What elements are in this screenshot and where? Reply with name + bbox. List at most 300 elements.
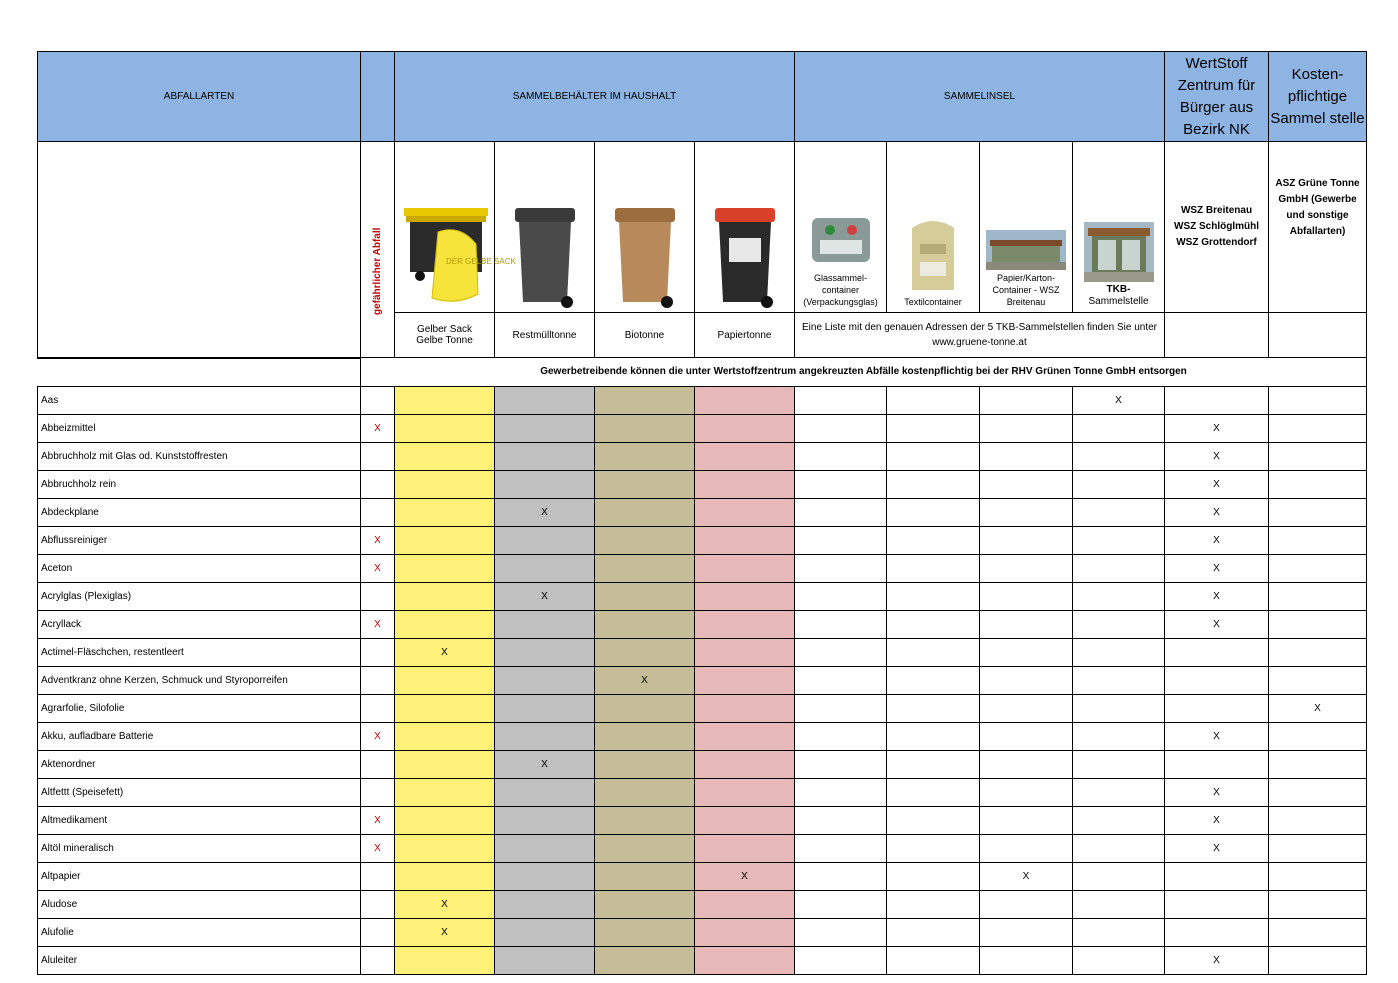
- mark-cell: [495, 918, 595, 946]
- mark-cell: [1165, 638, 1269, 666]
- waste-rows: [38, 386, 1367, 974]
- biotonne-image: [595, 142, 695, 313]
- table-row: [38, 414, 1367, 442]
- mark-cell: [980, 582, 1073, 610]
- table-row: [38, 946, 1367, 974]
- table-row: [38, 386, 1367, 414]
- label-biotonne: Biotonne: [595, 313, 695, 358]
- mark-cell: [695, 582, 795, 610]
- mark-cell: [695, 414, 795, 442]
- mark-cell: [495, 442, 595, 470]
- waste-name: Aktenordner: [38, 750, 361, 778]
- tkb-caption: [1073, 282, 1164, 312]
- label-wsz-blank: [1165, 313, 1269, 358]
- mark-cell: [980, 498, 1073, 526]
- waste-name: Actimel-Fläschchen, restentleert: [38, 638, 361, 666]
- mark-cell: [1269, 834, 1367, 862]
- mark-cell: X: [1165, 582, 1269, 610]
- mark-cell: X: [495, 498, 595, 526]
- waste-name: Acryllack: [38, 610, 361, 638]
- header-kosten: Kosten-pflichtige Sammel stelle: [1269, 52, 1367, 142]
- mark-cell: [1269, 442, 1367, 470]
- mark-cell: [495, 554, 595, 582]
- mark-cell: X: [361, 414, 395, 442]
- table-row: [38, 694, 1367, 722]
- mark-cell: [595, 414, 695, 442]
- waste-name: Aceton: [38, 554, 361, 582]
- table-row: [38, 918, 1367, 946]
- mark-cell: [695, 666, 795, 694]
- mark-cell: [361, 862, 395, 890]
- mark-cell: [1269, 554, 1367, 582]
- label-gelber-sack-line1: Gelber Sack: [416, 324, 473, 335]
- mark-cell: X: [361, 610, 395, 638]
- mark-cell: [361, 582, 395, 610]
- mark-cell: [1269, 470, 1367, 498]
- mark-cell: [361, 442, 395, 470]
- mark-cell: [795, 638, 887, 666]
- glascontainer-caption: Glassammel-container (Verpackungsglas): [803, 273, 878, 307]
- waste-name: Altöl mineralisch: [38, 834, 361, 862]
- mark-cell: [495, 890, 595, 918]
- mark-cell: X: [1165, 498, 1269, 526]
- mark-cell: [1073, 834, 1165, 862]
- mark-cell: [1073, 414, 1165, 442]
- mark-cell: X: [395, 638, 495, 666]
- mark-cell: [595, 722, 695, 750]
- mark-cell: [695, 442, 795, 470]
- mark-cell: [395, 946, 495, 974]
- mark-cell: [887, 722, 980, 750]
- mark-cell: [1073, 526, 1165, 554]
- mark-cell: [1073, 694, 1165, 722]
- mark-cell: [980, 806, 1073, 834]
- mark-cell: [395, 386, 495, 414]
- mark-cell: [495, 834, 595, 862]
- mark-cell: [1073, 890, 1165, 918]
- waste-table: [37, 51, 1367, 975]
- mark-cell: [887, 918, 980, 946]
- mark-cell: X: [395, 918, 495, 946]
- mark-cell: X: [1165, 414, 1269, 442]
- mark-cell: [1165, 694, 1269, 722]
- mark-cell: [395, 666, 495, 694]
- tkb-address-note: Eine Liste mit den genauen Adressen der 5 TKB-Sammelstellen finden Sie unter www.gruene-tonne.at: [795, 313, 1165, 358]
- mark-cell: [980, 526, 1073, 554]
- mark-cell: [595, 582, 695, 610]
- mark-cell: [595, 386, 695, 414]
- mark-cell: [1073, 470, 1165, 498]
- sack-text: DER GELBE SACK: [445, 257, 516, 266]
- mark-cell: [595, 834, 695, 862]
- mark-cell: [1165, 862, 1269, 890]
- mark-cell: [495, 666, 595, 694]
- mark-cell: [1073, 722, 1165, 750]
- mark-cell: [795, 582, 887, 610]
- mark-cell: [795, 666, 887, 694]
- mark-cell: [495, 694, 595, 722]
- mark-cell: [361, 750, 395, 778]
- mark-cell: [495, 722, 595, 750]
- mark-cell: X: [361, 526, 395, 554]
- mark-cell: [495, 946, 595, 974]
- mark-cell: [980, 470, 1073, 498]
- mark-cell: [1073, 946, 1165, 974]
- waste-name: Aludose: [38, 890, 361, 918]
- mark-cell: [361, 890, 395, 918]
- hazard-column-header: [361, 142, 395, 358]
- mark-cell: [361, 386, 395, 414]
- header-wertstoff: WertStoff Zentrum für Bürger aus Bezirk NK: [1165, 52, 1269, 142]
- mark-cell: [695, 750, 795, 778]
- mark-cell: [495, 386, 595, 414]
- waste-name: Abflussreiniger: [38, 526, 361, 554]
- header-sammelinsel: SAMMELINSEL: [795, 52, 1165, 142]
- table-row: [38, 834, 1367, 862]
- mark-cell: [595, 806, 695, 834]
- mark-cell: [887, 778, 980, 806]
- mark-cell: [495, 414, 595, 442]
- table-row: [38, 554, 1367, 582]
- mark-cell: [1269, 414, 1367, 442]
- mark-cell: [1269, 526, 1367, 554]
- mark-cell: [1073, 918, 1165, 946]
- mark-cell: [395, 498, 495, 526]
- mark-cell: [695, 498, 795, 526]
- mark-cell: [795, 610, 887, 638]
- mark-cell: [695, 526, 795, 554]
- mark-cell: [887, 442, 980, 470]
- mark-cell: [795, 946, 887, 974]
- note-blank: [38, 358, 361, 387]
- mark-cell: [795, 470, 887, 498]
- mark-cell: [395, 806, 495, 834]
- wsz-list: [1165, 142, 1269, 313]
- gelber-sack-image: [395, 142, 516, 313]
- mark-cell: [1073, 778, 1165, 806]
- mark-cell: [887, 386, 980, 414]
- mark-cell: [695, 470, 795, 498]
- mark-cell: X: [361, 722, 395, 750]
- mark-cell: [795, 834, 887, 862]
- mark-cell: [595, 442, 695, 470]
- mark-cell: [1269, 638, 1367, 666]
- mark-cell: [595, 918, 695, 946]
- mark-cell: [695, 638, 795, 666]
- textilcontainer-caption: Textilcontainer: [904, 297, 962, 307]
- mark-cell: [695, 834, 795, 862]
- mark-cell: [795, 750, 887, 778]
- mark-cell: X: [1269, 694, 1367, 722]
- table-row: [38, 638, 1367, 666]
- mark-cell: [980, 694, 1073, 722]
- mark-cell: [887, 610, 980, 638]
- mark-cell: [595, 470, 695, 498]
- mark-cell: [1269, 498, 1367, 526]
- asz-label: ASZ Grüne Tonne GmbH (Gewerbe und sonstige Abfallarten): [1269, 142, 1367, 313]
- mark-cell: [395, 582, 495, 610]
- mark-cell: X: [1165, 722, 1269, 750]
- mark-cell: [980, 386, 1073, 414]
- mark-cell: [980, 778, 1073, 806]
- mark-cell: X: [361, 806, 395, 834]
- mark-cell: [1269, 806, 1367, 834]
- mark-cell: [595, 946, 695, 974]
- mark-cell: [980, 918, 1073, 946]
- mark-cell: [1269, 582, 1367, 610]
- mark-cell: [361, 666, 395, 694]
- mark-cell: [495, 638, 595, 666]
- mark-cell: [980, 722, 1073, 750]
- label-restmuell: Restmülltonne: [495, 313, 595, 358]
- waste-name: Adventkranz ohne Kerzen, Schmuck und Styroporreifen: [38, 666, 361, 694]
- mark-cell: X: [1165, 526, 1269, 554]
- mark-cell: [795, 386, 887, 414]
- label-papiertonne: Papiertonne: [695, 313, 795, 358]
- mark-cell: [887, 946, 980, 974]
- mark-cell: [795, 806, 887, 834]
- mark-cell: [595, 778, 695, 806]
- table-row: [38, 470, 1367, 498]
- mark-cell: [695, 946, 795, 974]
- mark-cell: [361, 498, 395, 526]
- hazard-label: gefährlicher Abfall: [372, 227, 383, 315]
- mark-cell: [980, 442, 1073, 470]
- mark-cell: [1269, 862, 1367, 890]
- mark-cell: [795, 498, 887, 526]
- mark-cell: [795, 918, 887, 946]
- mark-cell: [395, 526, 495, 554]
- waste-name: Aas: [38, 386, 361, 414]
- mark-cell: [395, 862, 495, 890]
- papiercontainer-caption: Papier/Karton-Container - WSZ Breitenau: [992, 273, 1060, 307]
- table-row: [38, 806, 1367, 834]
- mark-cell: [1073, 498, 1165, 526]
- papiertonne-image: [695, 142, 795, 313]
- mark-cell: [887, 414, 980, 442]
- mark-cell: [395, 778, 495, 806]
- mark-cell: [695, 918, 795, 946]
- mark-cell: [695, 610, 795, 638]
- mark-cell: [980, 610, 1073, 638]
- mark-cell: [887, 498, 980, 526]
- mark-cell: [595, 890, 695, 918]
- mark-cell: [887, 526, 980, 554]
- mark-cell: X: [395, 890, 495, 918]
- mark-cell: [361, 694, 395, 722]
- mark-cell: [695, 554, 795, 582]
- wsz-grottendorf: WSZ Grottendorf: [1176, 237, 1257, 248]
- mark-cell: [1165, 750, 1269, 778]
- waste-name: Acrylglas (Plexiglas): [38, 582, 361, 610]
- papiercontainer-cell: [980, 142, 1073, 313]
- mark-cell: [1073, 666, 1165, 694]
- mark-cell: [887, 694, 980, 722]
- mark-cell: [395, 722, 495, 750]
- mark-cell: X: [1165, 442, 1269, 470]
- mark-cell: [495, 470, 595, 498]
- mark-cell: [1269, 946, 1367, 974]
- table-row: [38, 666, 1367, 694]
- mark-cell: [395, 414, 495, 442]
- mark-cell: X: [1165, 946, 1269, 974]
- mark-cell: [795, 554, 887, 582]
- mark-cell: [595, 750, 695, 778]
- mark-cell: [361, 946, 395, 974]
- mark-cell: [887, 638, 980, 666]
- mark-cell: X: [1165, 610, 1269, 638]
- mark-cell: [1269, 610, 1367, 638]
- mark-cell: [595, 554, 695, 582]
- table-row: [38, 526, 1367, 554]
- mark-cell: [1073, 610, 1165, 638]
- mark-cell: [695, 890, 795, 918]
- mark-cell: [887, 890, 980, 918]
- wsz-breitenau: WSZ Breitenau: [1180, 205, 1253, 216]
- table-row: [38, 750, 1367, 778]
- waste-name: Abbruchholz mit Glas od. Kunststoffresten: [38, 442, 361, 470]
- mark-cell: [980, 750, 1073, 778]
- mark-cell: [361, 638, 395, 666]
- mark-cell: [980, 666, 1073, 694]
- mark-cell: [595, 526, 695, 554]
- table-row: [38, 890, 1367, 918]
- commercial-note: Gewerbetreibende können die unter Wertstoffzentrum angekreuzten Abfälle kostenpflichtig bei der RHV Grünen Tonne GmbH entsorgen: [361, 358, 1367, 387]
- mark-cell: [980, 554, 1073, 582]
- mark-cell: [695, 694, 795, 722]
- mark-cell: [1269, 890, 1367, 918]
- mark-cell: [887, 834, 980, 862]
- label-gelber-sack: [395, 313, 495, 358]
- mark-cell: [395, 554, 495, 582]
- mark-cell: [395, 442, 495, 470]
- tkb-caption-line2: Sammelstelle: [1088, 296, 1149, 307]
- tkb-caption-line1: TKB-: [1106, 284, 1131, 295]
- mark-cell: [1269, 666, 1367, 694]
- table-row: [38, 862, 1367, 890]
- mark-cell: [695, 386, 795, 414]
- mark-cell: [1073, 862, 1165, 890]
- mark-cell: [795, 442, 887, 470]
- mark-cell: [887, 470, 980, 498]
- mark-cell: [887, 582, 980, 610]
- mark-cell: [595, 694, 695, 722]
- mark-cell: X: [495, 582, 595, 610]
- header-abfallarten: ABFALLARTEN: [38, 52, 361, 142]
- abfallarten-blank: [38, 142, 361, 358]
- mark-cell: [1165, 890, 1269, 918]
- mark-cell: [980, 638, 1073, 666]
- label-gelbe-tonne-line2: Gelbe Tonne: [416, 335, 473, 346]
- mark-cell: [1165, 666, 1269, 694]
- mark-cell: X: [595, 666, 695, 694]
- mark-cell: [1165, 386, 1269, 414]
- wsz-schloeglmuehl: WSZ Schlöglmühl: [1174, 221, 1259, 232]
- mark-cell: [795, 862, 887, 890]
- table-row: [38, 442, 1367, 470]
- table-row: [38, 498, 1367, 526]
- mark-cell: [595, 862, 695, 890]
- waste-name: Altfettt (Speisefett): [38, 778, 361, 806]
- mark-cell: [887, 666, 980, 694]
- mark-cell: [395, 694, 495, 722]
- mark-cell: [495, 778, 595, 806]
- mark-cell: [695, 778, 795, 806]
- mark-cell: [361, 778, 395, 806]
- mark-cell: [795, 694, 887, 722]
- mark-cell: [1073, 554, 1165, 582]
- mark-cell: [887, 806, 980, 834]
- restmuell-image: [495, 142, 595, 313]
- mark-cell: [361, 918, 395, 946]
- mark-cell: [887, 554, 980, 582]
- waste-name: Agrarfolie, Silofolie: [38, 694, 361, 722]
- mark-cell: [980, 414, 1073, 442]
- mark-cell: X: [1073, 386, 1165, 414]
- mark-cell: [1073, 750, 1165, 778]
- mark-cell: [595, 610, 695, 638]
- mark-cell: X: [1165, 834, 1269, 862]
- header-hazard-blank: [361, 52, 395, 142]
- mark-cell: [695, 722, 795, 750]
- mark-cell: [1073, 638, 1165, 666]
- mark-cell: X: [695, 862, 795, 890]
- mark-cell: [395, 470, 495, 498]
- header-haushalt: SAMMELBEHÄLTER IM HAUSHALT: [395, 52, 795, 142]
- glascontainer-cell: [795, 142, 887, 313]
- mark-cell: X: [1165, 470, 1269, 498]
- mark-cell: [795, 778, 887, 806]
- mark-cell: [1269, 778, 1367, 806]
- mark-cell: X: [1165, 806, 1269, 834]
- mark-cell: X: [361, 554, 395, 582]
- mark-cell: [495, 526, 595, 554]
- mark-cell: [1269, 386, 1367, 414]
- mark-cell: [395, 834, 495, 862]
- waste-name: Altpapier: [38, 862, 361, 890]
- waste-name: Alufolie: [38, 918, 361, 946]
- mark-cell: [1269, 750, 1367, 778]
- waste-name: Abbruchholz rein: [38, 470, 361, 498]
- waste-name: Akku, aufladbare Batterie: [38, 722, 361, 750]
- mark-cell: [595, 498, 695, 526]
- mark-cell: [395, 610, 495, 638]
- mark-cell: X: [1165, 778, 1269, 806]
- table-row: [38, 778, 1367, 806]
- mark-cell: [795, 526, 887, 554]
- mark-cell: [795, 722, 887, 750]
- label-asz-blank: [1269, 313, 1367, 358]
- mark-cell: [1269, 722, 1367, 750]
- mark-cell: [887, 750, 980, 778]
- mark-cell: X: [495, 750, 595, 778]
- mark-cell: [595, 638, 695, 666]
- mark-cell: [980, 890, 1073, 918]
- mark-cell: [495, 862, 595, 890]
- waste-name: Abbeizmittel: [38, 414, 361, 442]
- mark-cell: [495, 610, 595, 638]
- textilcontainer-cell: [887, 142, 980, 313]
- mark-cell: [980, 946, 1073, 974]
- waste-name: Aluleiter: [38, 946, 361, 974]
- tkb-cell: [1073, 142, 1165, 313]
- mark-cell: X: [980, 862, 1073, 890]
- mark-cell: X: [1165, 554, 1269, 582]
- mark-cell: [395, 750, 495, 778]
- mark-cell: X: [361, 834, 395, 862]
- mark-cell: [887, 862, 980, 890]
- waste-name: Abdeckplane: [38, 498, 361, 526]
